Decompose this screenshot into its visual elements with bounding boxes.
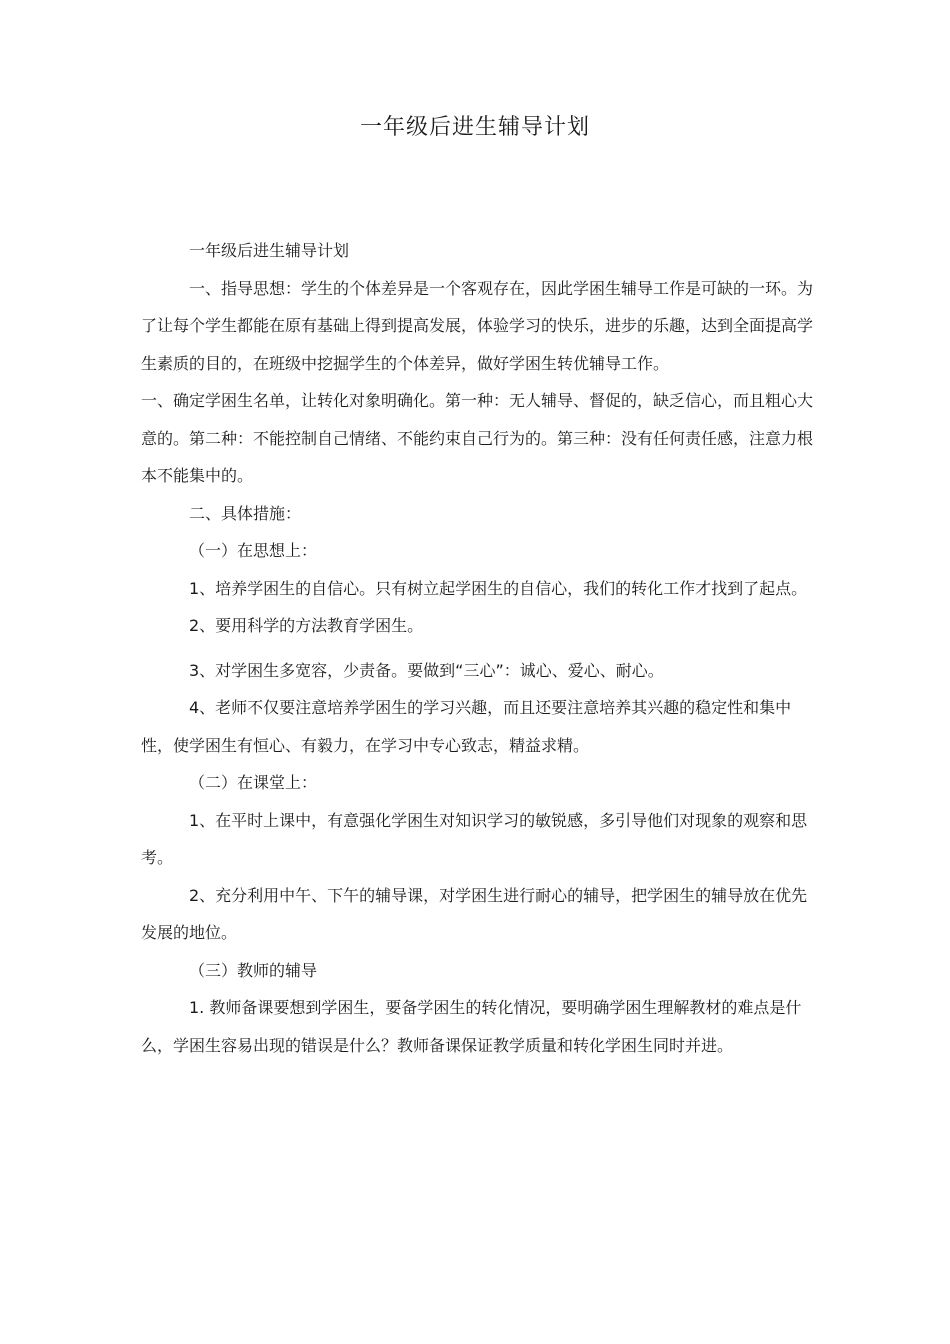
paragraph-teacher-item-1: 1. 教师备课要想到学困生，要备学困生的转化情况，要明确学困生理解教材的难点是什么，学困生容易出现的错误是什么？教师备课保证教学质量和转化学困生同时并进。 bbox=[141, 998, 802, 1055]
paragraph-item-3: 3、对学困生多宽容，少责备。要做到“三心”：诚心、爱心、耐心。 bbox=[189, 660, 664, 680]
paragraph-class-item-1: 1、在平时上课中，有意强化学困生对知识学习的敏锐感，多引导他们对现象的观察和思考。 bbox=[141, 810, 808, 867]
page-title: 一年级后进生辅导计划 bbox=[359, 115, 590, 140]
paragraph-student-list: 一、确定学困生名单，让转化对象明确化。第一种：无人辅导、督促的，缺乏信心，而且粗心大意的。第二种：不能控制自己情绪、不能约束自己行为的。第三种：没有任何责任感，注意力根本不能集中的。 bbox=[141, 391, 814, 485]
paragraph-item-1: 1、培养学困生的自信心。只有树立起学困生的自信心，我们的转化工作才找到了起点。 bbox=[189, 578, 808, 598]
paragraph-subtitle: 一年级后进生辅导计划 bbox=[189, 241, 350, 260]
heading-classroom: （二）在课堂上： bbox=[189, 773, 318, 792]
paragraph-item-2: 2、要用科学的方法教育学困生。 bbox=[189, 616, 424, 635]
document-body bbox=[141, 232, 821, 1064]
paragraph-guiding-thought: 一、指导思想：学生的个体差异是一个客观存在，因此学困生辅导工作是可缺的一环。为了让每个学生都能在原有基础上得到提高发展，体验学习的快乐，进步的乐趣，达到全面提高学生素质的目的，在班级中挖掘学生的个体差异，做好学困生转优辅导工作。 bbox=[141, 278, 814, 373]
paragraph-class-item-2: 2、充分利用中午、下午的辅导课，对学困生进行耐心的辅导，把学困生的辅导放在优先发展的地位。 bbox=[141, 885, 808, 942]
heading-teacher: （三）教师的辅导 bbox=[189, 960, 318, 980]
heading-measures: 二、具体措施： bbox=[189, 503, 302, 523]
paragraph-item-4: 4、老师不仅要注意培养学困生的学习兴趣，而且还要注意培养其兴趣的稳定性和集中性，使学困生有恒心、有毅力，在学习中专心致志，精益求精。 bbox=[141, 698, 792, 755]
heading-thought: （一）在思想上： bbox=[189, 541, 318, 560]
